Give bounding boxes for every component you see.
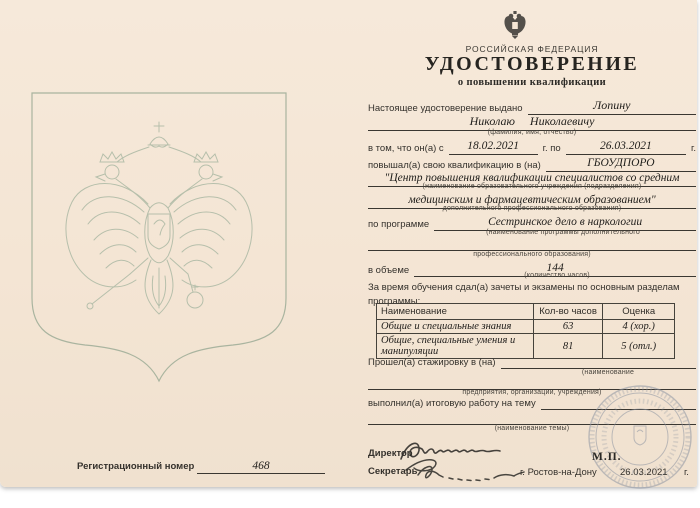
row2-hours: 81 [533, 334, 603, 359]
director-label: Директор [368, 448, 413, 459]
table-header-row [377, 304, 675, 320]
program-value: Сестринское дело в наркологии [488, 216, 643, 228]
volume-caption: (количество часов) [524, 272, 590, 279]
date-to-value: 26.03.2021 [599, 140, 652, 152]
program-label: по программе [368, 219, 430, 230]
row1-name: Общие и специальные знания [377, 320, 534, 334]
name-patronymic-value: Николаю Николаевичу [469, 114, 595, 128]
surname-value: Лопину [593, 98, 631, 112]
row2-grade: 5 (отл.) [603, 334, 675, 359]
right-page [368, 0, 696, 487]
issue-date-suffix: г. [684, 467, 689, 478]
internship-line [501, 356, 696, 369]
document-subtitle: о повышении квалификации [457, 77, 607, 88]
internship-caption1: (наименование [581, 369, 635, 376]
secretary-signature [404, 458, 526, 486]
row1-hours: 63 [533, 320, 603, 334]
program-blank-row [368, 238, 696, 251]
stamp-place-label: М.П. [592, 451, 622, 463]
header-grade: Оценка [603, 304, 675, 320]
double-headed-eagle-watermark-icon [30, 90, 288, 390]
row2-name: Общие, специальные умения и манипуляции [377, 334, 534, 359]
document-title: УДОСТОВЕРЕНИЕ [424, 53, 640, 75]
marks-table [376, 303, 675, 359]
period-mid: г. по [542, 143, 561, 154]
registration-line [197, 456, 325, 474]
program-caption1: (наименование программы дополнительного [486, 229, 640, 236]
header-hours: Кол-во часов [533, 304, 603, 320]
fio-caption: (фамилия, имя, отчество) [487, 129, 577, 136]
coat-of-arms-icon [502, 11, 528, 39]
issued-label: Настоящее удостоверение выдано [368, 103, 523, 114]
city-label: г. Ростов-на-Дону [520, 467, 597, 478]
row1-grade: 4 (хор.) [603, 320, 675, 334]
volume-value: 144 [546, 262, 564, 274]
secretary-label: Секретарь [368, 466, 418, 477]
org-abbr-value: ГБОУДПОРО [587, 157, 655, 169]
internship-caption2: предприятия, организации, учреждения) [462, 389, 602, 396]
secretary-row [368, 458, 696, 484]
registration-row [0, 456, 368, 476]
internship-row [368, 356, 696, 369]
org-line2-value: медицинским и фармацевтическим образованием" [408, 194, 656, 206]
org-line1-value: "Центр повышения квалификации специалистов со средним [384, 172, 680, 184]
period-suffix: г. [691, 143, 696, 154]
internship-label: Прошел(а) стажировку в (на) [368, 357, 496, 368]
country-heading: РОССИЙСКАЯ ФЕДЕРАЦИЯ [465, 44, 599, 54]
thesis-caption: (наименование темы) [494, 425, 570, 432]
program-caption2: профессионального образования) [473, 251, 591, 258]
period-prefix: в том, что он(а) с [368, 143, 444, 154]
qualification-label: повышал(а) свою квалификацию в (на) [368, 160, 541, 171]
org-caption1: (наименование образовательного учреждения (подразделения) [422, 183, 642, 190]
registration-number: 468 [252, 460, 270, 472]
registration-label: Регистрационный номер [77, 461, 195, 472]
program-blank-line [368, 238, 696, 251]
table-row [377, 334, 675, 359]
header-name: Наименование [377, 304, 534, 320]
volume-label: в объеме [368, 265, 410, 276]
thesis-label: выполнил(а) итоговую работу на тему [368, 398, 536, 409]
exams-paragraph: За время обучения сдал(а) зачеты и экзамены по основным разделам программы: [368, 282, 680, 307]
issue-date: 26.03.2021 [620, 467, 668, 478]
org-caption2: дополнительного профессионального образования) [442, 205, 622, 212]
table-row [377, 320, 675, 334]
date-from-value: 18.02.2021 [467, 140, 520, 152]
